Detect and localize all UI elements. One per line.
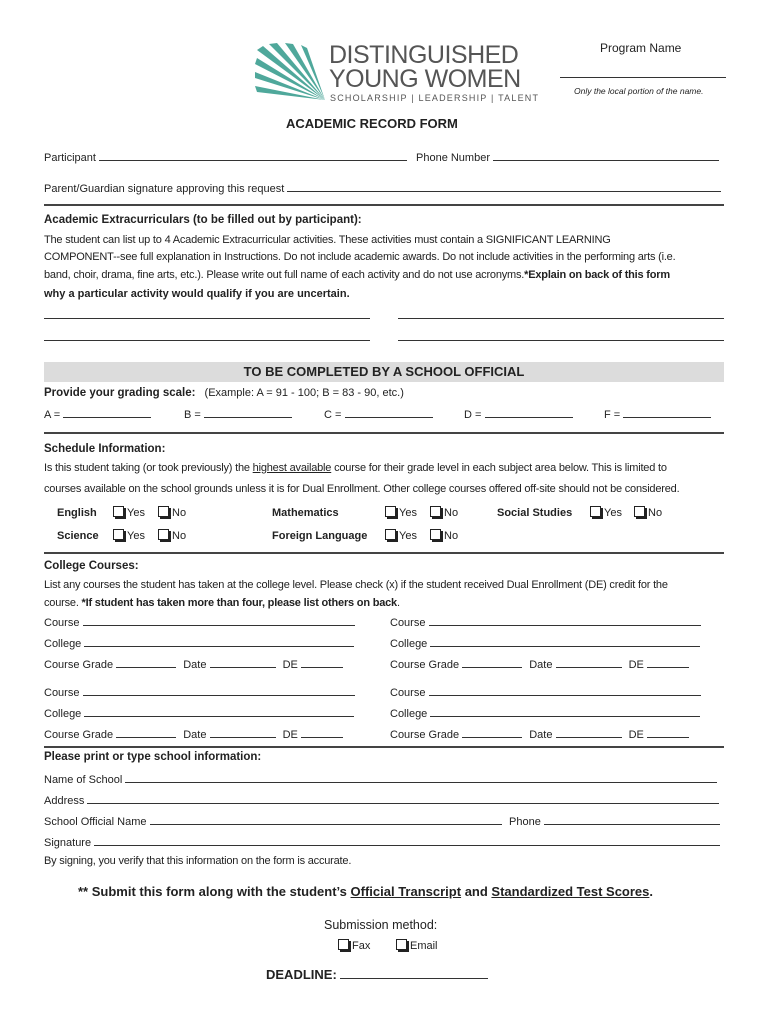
grading-example: (Example: A = 91 - 100; B = 83 - 90, etc.) xyxy=(204,387,404,399)
school-name-field[interactable] xyxy=(125,772,717,783)
college-more-note: *If student has taken more than four, please list others on back xyxy=(81,597,397,609)
yes-label: Yes xyxy=(399,530,417,542)
divider xyxy=(44,432,724,434)
grade-label-c: C = xyxy=(324,409,342,421)
logo xyxy=(255,41,540,108)
no-label: No xyxy=(172,530,187,542)
checkbox-icon xyxy=(113,506,124,517)
date-field[interactable] xyxy=(556,727,622,738)
form-title: ACADEMIC RECORD FORM xyxy=(286,116,458,131)
grade-field-d[interactable] xyxy=(485,407,573,418)
course-grade-field[interactable] xyxy=(462,657,522,668)
grade-field-f[interactable] xyxy=(623,407,711,418)
address-label: Address xyxy=(44,795,85,807)
college-field[interactable] xyxy=(84,706,354,717)
course-grade-field[interactable] xyxy=(462,727,522,738)
school-name-label: Name of School xyxy=(44,774,123,786)
schedule-text: course for their grade level in each subject area below. This is limited to xyxy=(331,462,667,474)
course-label: Course xyxy=(44,687,80,699)
signature-field[interactable] xyxy=(94,835,720,846)
school-phone-field[interactable] xyxy=(544,814,720,825)
date-field[interactable] xyxy=(210,657,276,668)
course-grade-label: Course Grade xyxy=(44,659,114,671)
checkbox-icon xyxy=(430,529,441,540)
submission-method-label: Submission method: xyxy=(324,918,438,932)
de-label: DE xyxy=(628,729,644,741)
mathematics-yes-option[interactable] xyxy=(385,506,417,519)
college-text: course. xyxy=(44,597,82,609)
college-text: . xyxy=(396,597,400,609)
social-studies-yes-option[interactable] xyxy=(590,506,622,519)
divider xyxy=(44,746,724,748)
course-field[interactable] xyxy=(83,685,355,696)
mathematics-no-option[interactable] xyxy=(430,506,458,519)
official-name-label: School Official Name xyxy=(44,816,147,828)
logo-line2: YOUNG WOMEN xyxy=(329,65,521,93)
checkbox-icon xyxy=(158,506,169,517)
no-label: No xyxy=(648,507,663,519)
divider xyxy=(44,204,724,206)
de-label: DE xyxy=(628,659,644,671)
subject-english: English xyxy=(57,507,97,519)
guardian-label: Parent/Guardian signature approving this request xyxy=(44,183,285,195)
no-label: No xyxy=(444,507,459,519)
grade-field-b[interactable] xyxy=(204,407,292,418)
foreign-language-yes-option[interactable] xyxy=(385,529,417,542)
yes-label: Yes xyxy=(604,507,622,519)
course-label: Course xyxy=(44,617,80,629)
participant-field[interactable] xyxy=(99,150,407,161)
course-field[interactable] xyxy=(429,685,701,696)
science-yes-option[interactable] xyxy=(113,529,145,542)
extracurriculars-heading: Academic Extracurriculars (to be filled out by participant): xyxy=(44,214,362,226)
extracurriculars-text: The student can list up to 4 Academic Extracurricular activities. These activities must contain a SIGNIFICANT LEARNING xyxy=(44,234,611,246)
de-field[interactable] xyxy=(301,727,343,738)
college-field[interactable] xyxy=(430,636,700,647)
program-name-field[interactable] xyxy=(560,65,726,78)
school-official-banner xyxy=(44,362,724,382)
course-grade-field[interactable] xyxy=(116,727,176,738)
divider xyxy=(44,552,724,554)
de-field[interactable] xyxy=(647,727,689,738)
activity-field-2[interactable] xyxy=(398,308,724,319)
date-field[interactable] xyxy=(556,657,622,668)
de-field[interactable] xyxy=(301,657,343,668)
college-label: College xyxy=(390,708,428,720)
grade-label-a: A = xyxy=(44,409,61,421)
no-label: No xyxy=(172,507,187,519)
participant-label: Participant xyxy=(44,152,96,164)
college-label: College xyxy=(390,638,428,650)
grade-label-b: B = xyxy=(184,409,201,421)
checkbox-icon xyxy=(113,529,124,540)
fax-label: Fax xyxy=(352,940,371,952)
grading-heading: Provide your grading scale: xyxy=(44,387,196,399)
signing-note: By signing, you verify that this information on the form is accurate. xyxy=(44,855,352,867)
grade-field-a[interactable] xyxy=(63,407,151,418)
no-label: No xyxy=(444,530,459,542)
de-label: DE xyxy=(282,659,298,671)
logo-tagline: SCHOLARSHIP | LEADERSHIP | TALENT xyxy=(330,93,540,103)
social-studies-no-option[interactable] xyxy=(634,506,662,519)
yes-label: Yes xyxy=(127,507,145,519)
grade-label-d: D = xyxy=(464,409,482,421)
schedule-text: courses available on the school grounds unless it is for Dual Enrollment. Other college courses offered off-site should not be considered. xyxy=(44,483,680,495)
submit-note: and xyxy=(461,884,492,899)
logo-rays-icon xyxy=(255,42,335,108)
school-phone-label: Phone xyxy=(509,816,541,828)
date-field[interactable] xyxy=(210,727,276,738)
college-label: College xyxy=(44,638,82,650)
course-grade-label: Course Grade xyxy=(390,729,460,741)
checkbox-icon xyxy=(396,939,407,950)
checkbox-icon xyxy=(590,506,601,517)
checkbox-icon xyxy=(338,939,349,950)
course-label: Course xyxy=(390,687,426,699)
course-label: Course xyxy=(390,617,426,629)
schedule-text: Is this student taking (or took previously) the xyxy=(44,462,253,474)
submit-note: ** Submit this form along with the student’s xyxy=(78,884,351,899)
college-field[interactable] xyxy=(84,636,354,647)
subject-mathematics: Mathematics xyxy=(272,507,339,519)
date-label: Date xyxy=(529,729,553,741)
extracurriculars-text: band, choir, drama, fine arts, etc.). Please write out full name of each activity and do not use acronyms. xyxy=(44,269,525,281)
signature-label: Signature xyxy=(44,837,92,849)
de-label: DE xyxy=(282,729,298,741)
deadline-label: DEADLINE: xyxy=(266,967,337,982)
subject-foreign-language: Foreign Language xyxy=(272,530,368,542)
activity-field-1[interactable] xyxy=(44,308,370,319)
checkbox-icon xyxy=(385,529,396,540)
course-grade-field[interactable] xyxy=(116,657,176,668)
course-field[interactable] xyxy=(429,615,701,626)
foreign-language-no-option[interactable] xyxy=(430,529,458,542)
checkbox-icon xyxy=(634,506,645,517)
schedule-highest-available: highest available xyxy=(252,462,332,474)
english-yes-option[interactable] xyxy=(113,506,145,519)
activity-field-4[interactable] xyxy=(398,330,724,341)
standardized-test-scores: Standardized Test Scores xyxy=(491,884,650,899)
program-name-note: Only the local portion of the name. xyxy=(574,86,704,96)
date-label: Date xyxy=(529,659,553,671)
science-no-option[interactable] xyxy=(158,529,186,542)
checkbox-icon xyxy=(158,529,169,540)
school-info-heading: Please print or type school information: xyxy=(44,751,262,763)
date-label: Date xyxy=(183,659,207,671)
course-grade-label: Course Grade xyxy=(44,729,114,741)
phone-label: Phone Number xyxy=(416,152,490,164)
official-transcript: Official Transcript xyxy=(350,884,462,899)
fax-option[interactable] xyxy=(338,939,370,952)
grade-label-f: F = xyxy=(604,409,621,421)
subject-science: Science xyxy=(57,530,99,542)
grade-field-c[interactable] xyxy=(345,407,433,418)
phone-field[interactable] xyxy=(493,150,719,161)
checkbox-icon xyxy=(430,506,441,517)
yes-label: Yes xyxy=(127,530,145,542)
extracurriculars-explain-note: *Explain on back of this form xyxy=(524,269,670,281)
course-field[interactable] xyxy=(83,615,355,626)
college-heading: College Courses: xyxy=(44,560,139,572)
subject-social-studies: Social Studies xyxy=(497,507,573,519)
email-label: Email xyxy=(410,940,438,952)
extracurriculars-explain-note: why a particular activity would qualify if you are uncertain. xyxy=(44,288,350,300)
address-field[interactable] xyxy=(87,793,719,804)
schedule-heading: Schedule Information: xyxy=(44,443,166,455)
date-label: Date xyxy=(183,729,207,741)
english-no-option[interactable] xyxy=(158,506,186,519)
program-name-label: Program Name xyxy=(600,41,682,55)
email-option[interactable] xyxy=(396,939,438,952)
activity-field-3[interactable] xyxy=(44,330,370,341)
school-official-banner-text: TO BE COMPLETED BY A SCHOOL OFFICIAL xyxy=(243,364,525,379)
checkbox-icon xyxy=(385,506,396,517)
course-grade-label: Course Grade xyxy=(390,659,460,671)
college-field[interactable] xyxy=(430,706,700,717)
submit-note: . xyxy=(649,884,654,899)
yes-label: Yes xyxy=(399,507,417,519)
deadline-field[interactable] xyxy=(340,968,488,979)
logo-line1: DISTINGUISHED xyxy=(329,41,519,69)
college-text: List any courses the student has taken at the college level. Please check (x) if the student received Dual Enrollment (DE) credit for the xyxy=(44,579,668,591)
college-label: College xyxy=(44,708,82,720)
official-name-field[interactable] xyxy=(150,814,502,825)
guardian-signature-field[interactable] xyxy=(287,181,721,192)
extracurriculars-text: COMPONENT--see full explanation in Instructions. Do not include academic awards. Do not include activities in the performing arts (i.e. xyxy=(44,251,676,263)
de-field[interactable] xyxy=(647,657,689,668)
